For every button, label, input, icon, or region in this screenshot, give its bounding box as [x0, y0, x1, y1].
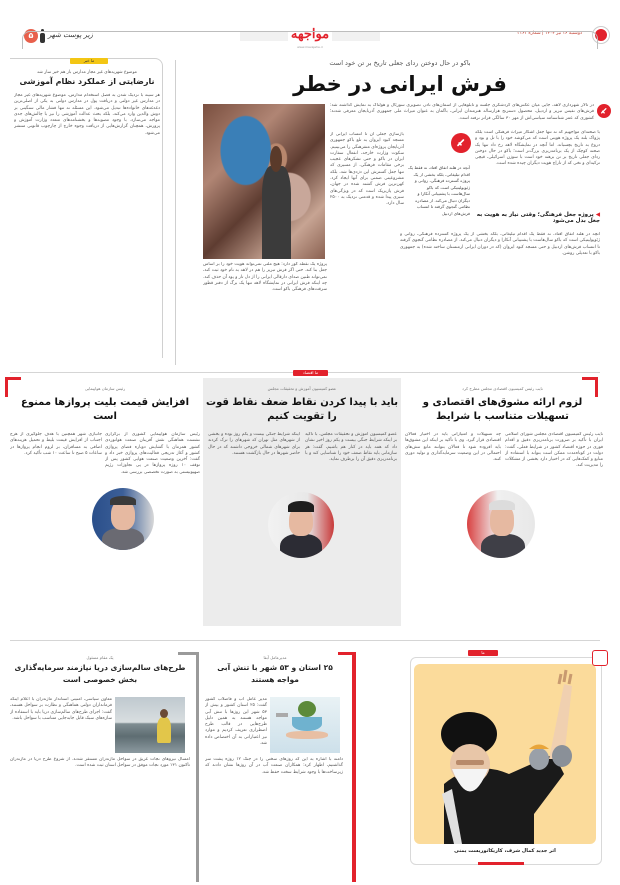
logo-text: مواجهه — [290, 27, 330, 42]
sidebar-kicker: موضوع شهریه‌های غیر مجاز مدارس باز هم خبر ساز شد — [37, 70, 137, 75]
article-2-body-2: اینکه شرایط جنگی بیست و یکم روز بوده و بخشی از شهرهای مثل تهران که شهرهای را ترک کردند برای شهرهای شمالی خروجی داشتند که در حال حاضر شهرها در حال بازگشت هستند. — [208, 432, 300, 456]
article-3-kicker: رئیس سازمان هواپیمایی — [84, 386, 126, 391]
lead-headline: فرش ایرانی در خطر — [293, 72, 507, 96]
caricature-tag: ما کاریکاتور — [468, 650, 498, 656]
article-1-body-1: نایب رئیس کمیسیون اقتصادی مجلس شورای اسلامی ایران با تأکید بر ضرورت برنامه‌ریزی دقیق و اقدام فوری در حوزه اقتصاد کشور در شرایط فعلی، گفت: دولت در کوتاه‌مدت ممکن است بتواند با استفاده از منابع و کمک‌هایی که در اختیار دارد بخشی از مشکلات را مدیریت کند. — [505, 432, 603, 469]
water-body-1: مدیر عامل آب و فاضلاب کشور گفت: ۲۵ استان کشور و بیش از ۵۳ شهر این روزها با تنش آبی مواجه هستند به همین دلیل طرح‌هایی در قالب طرح اضطراری تعریف کردیم و موارد نیز اعتباراتی به آن اختصاص داده شد. — [205, 697, 267, 747]
article-1-headline: لزوم ارائه مشوق‌های اقتصادی و تسهیلات متناسب با شرایط — [422, 397, 583, 422]
article-2-body-1: عضو کمیسیون آموزش و تحقیقات مجلس، با تأکید بر اینکه شرایط جنگی بیست و یکم روز اخیر نشان داد که همه باید در کنار هم باشیم، گفت: هر سازمانی باید نقاط ضعف خود را شناسایی کند و با برنامه‌ریزی دقیق آن را برطرف نماید. — [305, 432, 397, 463]
sea-body-1: معاون سیاسی، امنیتی استاندار مازندران با اعلام اینکه فرمانداران دولتی هماهنگی و نظارت بر سواحل هستند، گفت: اجرای طرح‌های سالم‌سازی دریا باید با استفاده از سازه‌های سبک قابل جابه‌جایی متناسب با سواحل باشد. — [10, 697, 112, 721]
page-number: ۵ — [24, 29, 38, 43]
column-divider — [175, 60, 176, 365]
water-body-2: دامنه با اشاره به این که روزهای سختی را در جنگ ۱۲ روزه پشت سر گذاشتیم، اظهار کرد: همکاران صنعت آب در آن روزها نشان دادند که زیرساخت‌ها با وجود شرایط سخت حفظ شد. — [205, 757, 343, 775]
sea-headline: طرح‌های سالم‌سازی دریا نیازمند سرمایه‌گذاری بخش خصوصی است — [14, 663, 186, 684]
news-tag: ما خبر — [70, 58, 108, 64]
article-2-kicker: عضو کمیسیون آموزش و تحقیقات مجلس — [267, 386, 337, 391]
lead-subhead-text: پروژه جعل فرهنگی؛ وقتی نیاز به هویت به جعل بدل می‌شود — [476, 212, 600, 224]
quote-marker-icon — [597, 104, 611, 118]
caricature-underline — [478, 862, 524, 865]
article-3-body-2: جانبازی شهر همچنین با هدف جلوگیری از هرج اجتناب از افزایش قیمت بلیط و تحمیل هزینه‌های اضافی به مسافران، بر لزوم انجام پروازها در ساعات ۵ صبح تا ساعت ۱۰ شب تأکید کرد. — [10, 432, 102, 456]
lead-col-right-1: با صحنه‌ای مواجهیم که نه تنها جعل آشکار میراث فرهنگی است بلکه پژواک بلند یک پروژه هویتی است که می‌کوشد خود را با تل و بود و دروغ به تاریخ بچسباند. اما آنچه در نمایشگاه لاهه رخ داد تنها یک صحنه کوچک از یک برنامه‌ریزی بزرگ‌تر است؛ باکو در حال دوختن ردای جعلی تاریخ بر تن برهنه خود است با سوزن اسرائیلی، قیچی ترکیه‌ای و نخی که از تاراج هویت دیگران چیده شده است. — [475, 130, 600, 167]
caricature-image[interactable] — [414, 664, 596, 844]
water-headline: ۲۵ استان و ۵۳ شهر با تنش آبی مواجه هستند — [217, 663, 333, 684]
article-3-headline: افزایش قیمت بلیت پروازها ممنوع است — [20, 397, 189, 422]
water-photo — [270, 697, 340, 753]
article-1-kicker: نایب رئیس کمیسیون اقتصادی مجلس مطرح کرد — [462, 386, 543, 391]
red-vertical-bar — [352, 652, 356, 882]
lead-col-left: پروژه یک نقطه کور دارد: هیچ ملتی نمی‌تواند هویت خود را بر اساس جعل بنا کند. حتی اگر فرش تبریز را هم در لاهه به نام خود ثبت کند، نمی‌تواند طنین صدای دارقالی ایرانی را از دل تار و پود آن حذف کند. چه اینکه فرش ایرانی در نمایشگاه لاهه تنها یک برگ از دفتر قطور سرقت‌های فرهنگی باکو است. — [203, 262, 327, 293]
article-1-body-2: چه تسهیلات و امتیازاتی باید در اختیار فعالان اقتصادی قرار گیرد. وی با تأکید بر اینکه این مشوق‌ها باید افزوده شود تا فعالان بتوانند مانع تنش‌های احتمالی در این وضعیت سرمایه‌گذاری و تولید دوری کنند. — [405, 432, 501, 463]
logo-url: www.mavajehe.ir — [297, 45, 323, 49]
sea-kicker: یک مقام مسئول — [86, 655, 114, 660]
article-2-headline: باید با پیدا کردن نقاط ضعف نقاط قوت را تقویت کنیم — [206, 397, 398, 422]
article-3-body-1: رئیس سازمان هواپیمایی کشوری از برگزاری نشست هماهنگی نقش آفرینان صنعت هوانوردی کشور همزمان با گشایش دوباره فضای پروازی کشور و آغاز تدریجی فعالیت‌های پروازی خبر داد و گفت: آخرین وضعیت صنعت هوایی کشور پس از توقف ۱۰ روزه پروازها در پی تجاوزات رژیم صهیونیستی به صورت تخصصی بررسی شد. — [105, 432, 200, 475]
official-portrait-3 — [92, 488, 154, 550]
economy-tag: ما اقتصاد — [293, 370, 328, 376]
lead-intro: در تالار شهرداری لاهه، جایی میان عکس‌های گردشگری جلسه و تابلوهایی از آسمان‌های نادر، تصویری سورئال و هولناک به نمایش گذاشته شد: فرش‌های نفیس تبریز و اردبیل، محصول دسترنج هزارساله هنرمندان ایرانی، با‌گمان به عنوان میراث ملی جمهوری آذربایجان معرفی شدند؛ کشوری که عمر شناسنامه سیاسی‌اش از مهر ۳۰ سالگی فراتر نرفته است. — [330, 103, 594, 121]
water-kicker: مدیرعامل آبفا — [263, 655, 287, 660]
caricature-caption: اثر جدید کمال شرف، کاریکاتوریست یمنی — [454, 848, 556, 854]
masthead-frame — [22, 31, 598, 49]
official-portrait-1 — [467, 490, 535, 558]
quote-icon — [451, 133, 471, 153]
lead-col-right-2: آنچه در هلند اتفاق افتاد، نه فقط یک اقدام تبلیغاتی، بلکه بخشی از یک پروژه گسترده فرهنگی، روانی و ژئوپولیتیکی است که باکو سال‌هاست با پشتیبانی آنکارا و دیگران دنبال می‌کند. از مصادره نظامی گنجوی گرفته تا انتساب فرش‌های اردبیل و حتی مسجد کبود ایروان (که در دوران ایرانی ارمنستان ساخته شده) به جمهوری باکو با تعدیلی روشن. — [400, 232, 600, 256]
caricature-drawing — [414, 664, 596, 844]
pull-quote: آنچه در هلند اتفاق افتاد، نه فقط یک اقدام تبلیغاتی، بلکه بخشی از یک پروژه گسترده فرهنگی، روانی و ژئوپولیتیکی است که باکو سال‌هاست با پشتیبانی آنکارا و دیگران دنبال می‌کند. از مصادره نظامی گنجوی گرفته تا انتساب فرش‌های اردبیل — [408, 165, 470, 216]
carpet-photo — [203, 104, 325, 259]
caricature-badge-icon — [592, 650, 608, 666]
bottom-divider — [10, 640, 600, 641]
lead-kicker: باکو در حال دوختن ردای جعلی تاریخ بر تن خود است — [329, 59, 471, 67]
lead-col-mid: بازسازی جعلی آن تا انتساب ایرانی از مسجد کبود ایروان به تلع باکو جمهوری آذربایجان پروژه‌ای متفرهنگی را می‌بینیم. سکوت وزارت خارجه، انفعال سفارت ایران در باکو و حتی تشکرهای عجیب برخی مقامات فرهنگی، از مسیری که تنها جعل گسترش این دزدی‌ها شد، بلکه مشروعیتی ضمنی برای آنها ایجاد کرد. کهن‌ترین فرش گشته شده در جهان، فرش پازیریک است که در ویژگی‌های سبزی پیدا شده و قدمتی نزدیک به ۲۵۰۰ سال دارد. — [330, 132, 404, 207]
gray-vertical-bar — [196, 652, 199, 882]
man-figure — [262, 166, 291, 259]
issue-date: دوشنبه ۱۶ تیر ۱۴۰۴ | شماره ۳۱۶۳ — [517, 31, 582, 36]
lead-subhead: ◀ پروژه جعل فرهنگی؛ وقتی نیاز به هویت به جعل بدل می‌شود — [476, 212, 600, 224]
section-name: زیر پوست شهر — [48, 31, 93, 39]
sea-photo — [115, 697, 185, 753]
sidebar-headline: نارضایتی از عملکرد نظام آموزشی — [19, 77, 155, 86]
sea-body-2: امسال نیروهای نجات غریق در سواحل مازندران مستقر شدند. از شروع طرح دریا در مازندران تاکنون ۱۳۱ مورد نجات موفق در سواحل استان ثبت شده است. — [10, 757, 190, 769]
official-portrait-2 — [268, 492, 334, 558]
sidebar-body: هر سینه با نزدیک شدن به فصل استخدام مدارس، موضوع شهریه‌های غیر مجاز در مدارس غیر دولتی و دریافت پول در مدارس دولتی به یکی از اصلی‌ترین دغدغه‌های خانواده‌ها تبدیل می‌شود. این مسئله نه تنها فشار مالی سنگینی بر دوش والدین وارد می‌کند، بلکه بحث عدالت آموزشی را نیز با چالش‌های جدی مواجه می‌سازد. با وجود مصوبه‌ها و بخشنامه‌های متعدد وزارت آموزش و پرورش، همچنان گزارش‌هایی از دریافت وجوه خارج از چارچوب قانونی منتشر می‌شود. — [14, 93, 160, 136]
